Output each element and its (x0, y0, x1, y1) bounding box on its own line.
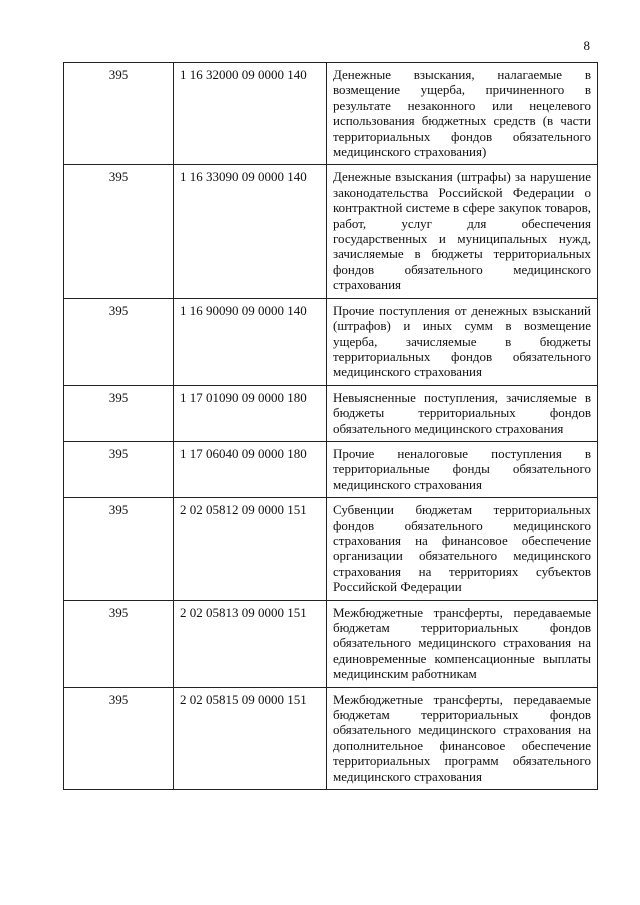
description-cell: Прочие неналоговые поступления в территориальные фонды обязательного медицинского страхования (327, 441, 598, 497)
table-row (64, 165, 598, 298)
admin-code-cell: 395 (64, 600, 174, 687)
table-row (64, 298, 598, 385)
kbk-code-cell: 1 16 33090 09 0000 140 (174, 165, 327, 298)
table-row (64, 385, 598, 441)
table-row (64, 687, 598, 789)
kbk-code-cell: 1 17 06040 09 0000 180 (174, 441, 327, 497)
admin-code-cell: 395 (64, 63, 174, 165)
admin-code-cell: 395 (64, 687, 174, 789)
admin-code-cell: 395 (64, 165, 174, 298)
description-cell: Невыясненные поступления, зачисляемые в бюджеты территориальных фондов обязательного медицинского страхования (327, 385, 598, 441)
description-cell: Субвенции бюджетам территориальных фондов обязательного медицинского страхования на финансовое обеспечение организации обязательного медицинского страхования на территориях субъектов Российской Федерации (327, 498, 598, 600)
table-row (64, 63, 598, 165)
kbk-code-cell: 1 16 90090 09 0000 140 (174, 298, 327, 385)
description-cell: Денежные взыскания, налагаемые в возмещение ущерба, причиненного в результате незаконного или нецелевого использования бюджетных средств (в части территориальных фондов обязательного медицинского страхования) (327, 63, 598, 165)
description-cell: Межбюджетные трансферты, передаваемые бюджетам территориальных фондов обязательного медицинского страхования на дополнительное финансовое обеспечение территориальных программ обязательного медицинского страхования (327, 687, 598, 789)
admin-code-cell: 395 (64, 298, 174, 385)
kbk-code-cell: 1 16 32000 09 0000 140 (174, 63, 327, 165)
admin-code-cell: 395 (64, 385, 174, 441)
kbk-code-cell: 2 02 05815 09 0000 151 (174, 687, 327, 789)
revenue-codes-table (63, 62, 598, 790)
page-number: 8 (583, 38, 590, 53)
table-row (64, 498, 598, 600)
kbk-code-cell: 1 17 01090 09 0000 180 (174, 385, 327, 441)
admin-code-cell: 395 (64, 498, 174, 600)
table-row (64, 600, 598, 687)
description-cell: Межбюджетные трансферты, передаваемые бюджетам территориальных фондов обязательного медицинского страхования на единовременные компенсационные выплаты медицинским работникам (327, 600, 598, 687)
kbk-code-cell: 2 02 05813 09 0000 151 (174, 600, 327, 687)
table-row (64, 441, 598, 497)
kbk-code-cell: 2 02 05812 09 0000 151 (174, 498, 327, 600)
description-cell: Денежные взыскания (штрафы) за нарушение законодательства Российской Федерации о контрактной системе в сфере закупок товаров, работ, услуг для обеспечения государственных и муниципальных нужд, зачисляемые в бюджеты территориальных фондов обязательного медицинского страхования (327, 165, 598, 298)
admin-code-cell: 395 (64, 441, 174, 497)
description-cell: Прочие поступления от денежных взысканий (штрафов) и иных сумм в возмещение ущерба, зачисляемые в бюджеты территориальных фондов обязательного медицинского страхования (327, 298, 598, 385)
